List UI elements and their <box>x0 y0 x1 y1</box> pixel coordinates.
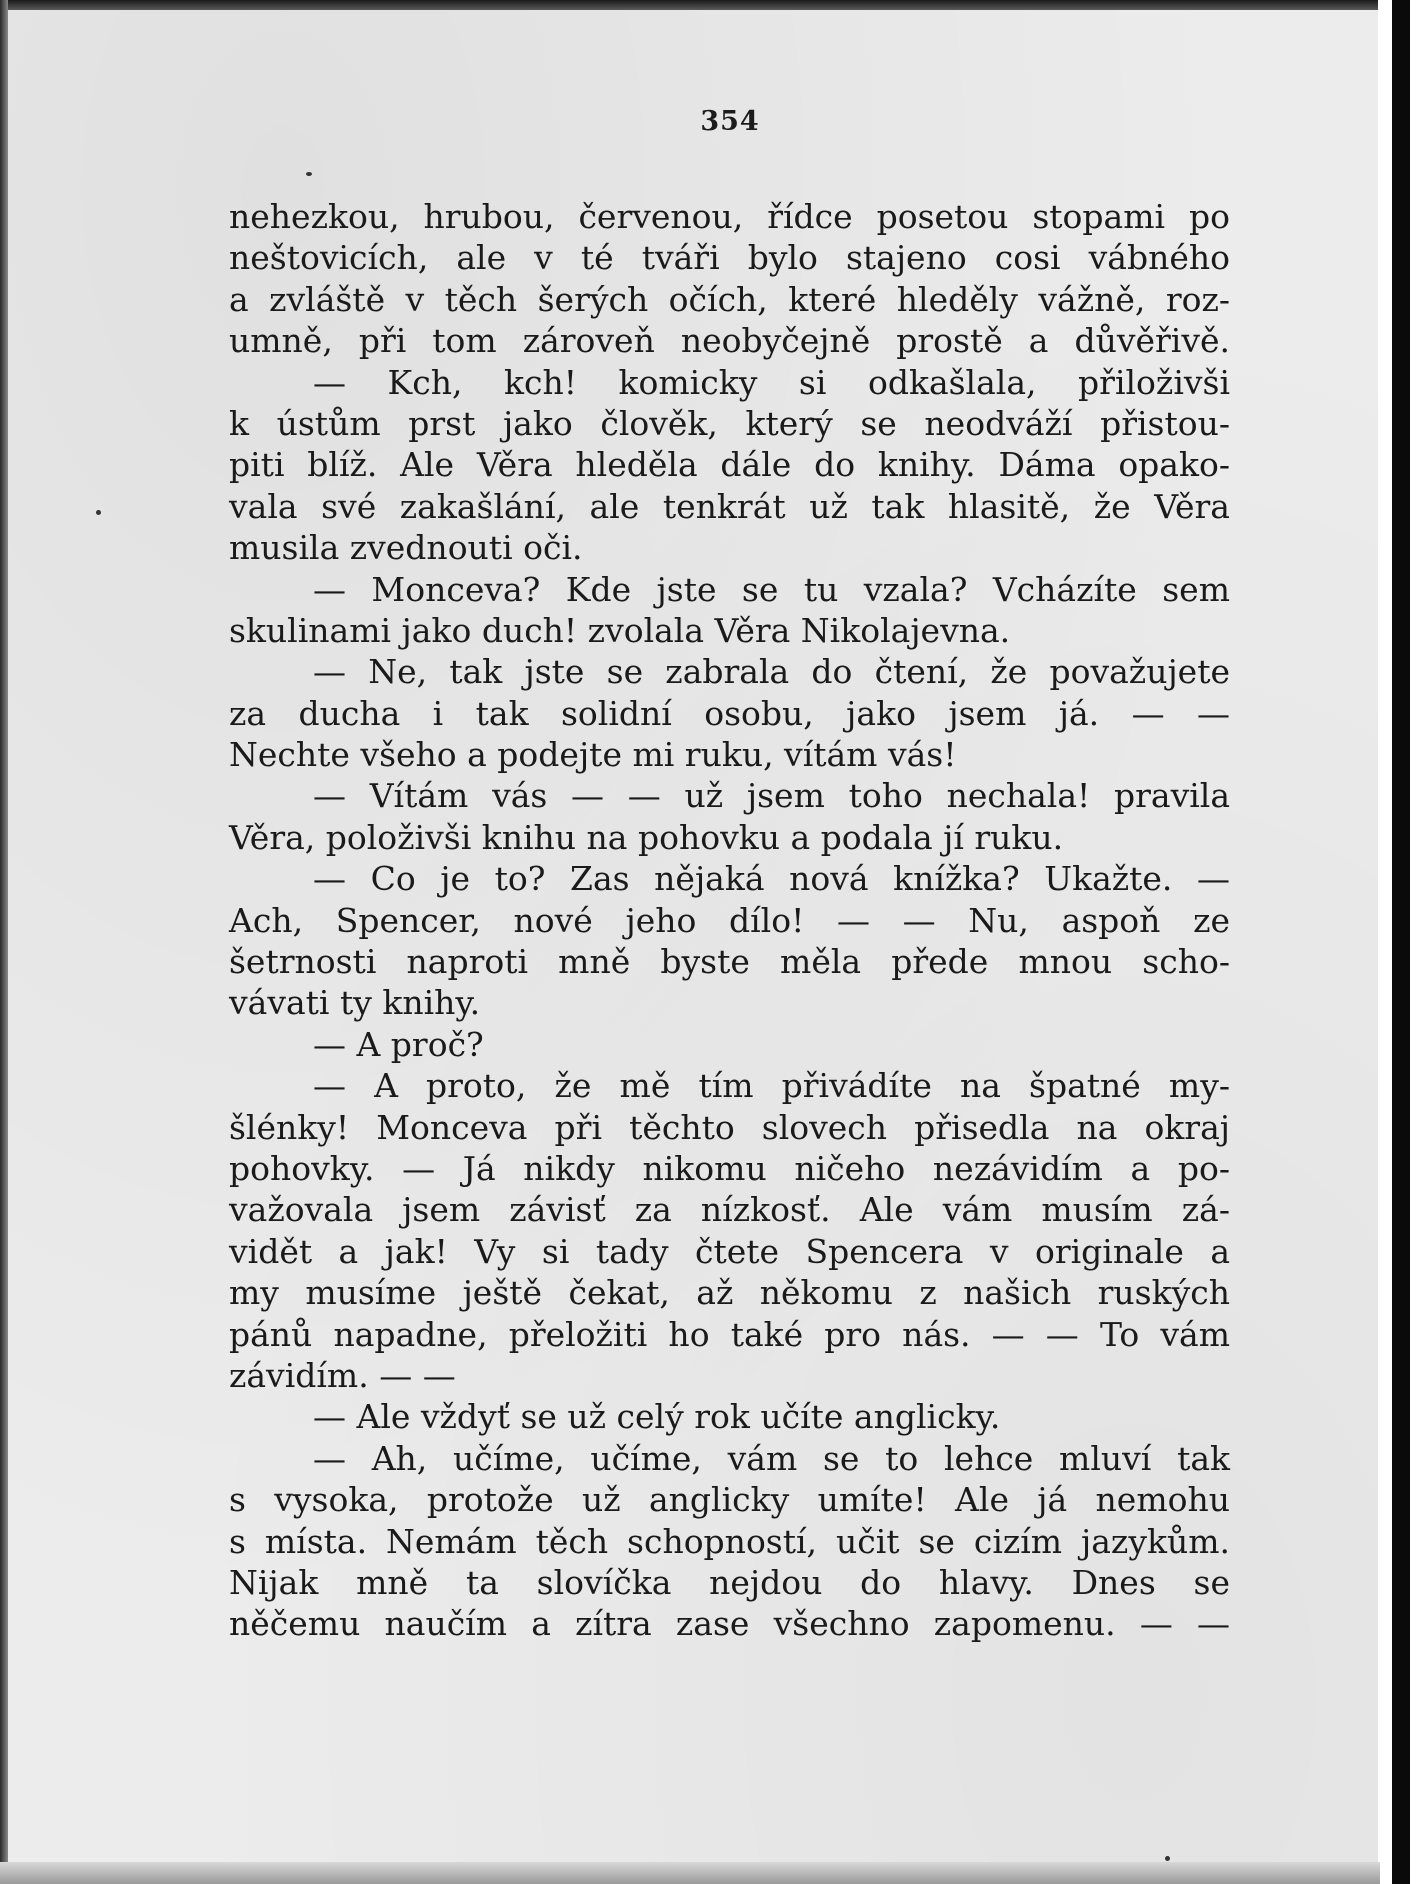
body-text <box>229 196 1230 1645</box>
text-line: my musíme ještě čekat, až někomu z našich ruských <box>229 1273 1230 1313</box>
text-line: — A proč? <box>313 1024 484 1064</box>
text-line: — A proto, že mě tím přivádíte na špatné my- <box>313 1066 1230 1106</box>
text-line: Ach, Spencer, nové jeho dílo! — — Nu, aspoň ze <box>229 900 1230 940</box>
text-line: pohovky. — Já nikdy nikomu ničeho nezávidím a po- <box>229 1148 1230 1188</box>
scan-bottom-strip <box>0 1862 1380 1884</box>
text-line: skulinami jako duch! zvolala Věra Nikolajevna. <box>229 610 1011 650</box>
text-line: neštovicích, ale v té tváři bylo stajeno cosi vábného <box>229 238 1230 278</box>
text-line: něčemu naučím a zítra zase všechno zapomenu. — — <box>229 1604 1230 1644</box>
text-line: Nijak mně ta slovíčka nejdou do hlavy. Dnes se <box>229 1562 1230 1602</box>
text-line: závidím. — — <box>229 1355 456 1395</box>
text-line: — Ne, tak jste se zabrala do čtení, že považujete <box>313 652 1230 692</box>
text-line: pánů napadne, přeložiti ho také pro nás. — — To vám <box>229 1314 1230 1354</box>
text-line: — Vítám vás — — už jsem toho nechala! pravila <box>313 776 1230 816</box>
page-number: 354 <box>700 106 760 137</box>
text-line: vidět a jak! Vy si tady čtete Spencera v originale a <box>229 1231 1230 1271</box>
text-line: nehezkou, hrubou, červenou, řídce posetou stopami po <box>229 197 1230 236</box>
ink-speck <box>96 510 101 515</box>
text-line: s místa. Nemám těch schopností, učit se cizím jazykům. <box>229 1521 1230 1561</box>
scan-right-edge <box>1392 0 1410 1884</box>
text-line: k ústům prst jako člověk, který se neodváží přistou- <box>229 403 1230 443</box>
text-line: za ducha i tak solidní osobu, jako jsem já. — — <box>229 693 1230 733</box>
text-line: umně, při tom zároveň neobyčejně prostě a důvěřivě. <box>229 321 1230 361</box>
text-line: — Ah, učíme, učíme, vám se to lehce mluví tak <box>313 1438 1230 1478</box>
text-line: vala své zakašlání, ale tenkrát už tak hlasitě, že Věra <box>229 486 1230 526</box>
text-line: — Kch, kch! komicky si odkašlala, přiloživši <box>313 362 1230 402</box>
text-line: Věra, položivši knihu na pohovku a podala jí ruku. <box>229 817 1064 857</box>
text-line: — Ale vždyť se už celý rok učíte anglicky. <box>313 1397 1001 1437</box>
text-line: šetrnosti naproti mně byste měla přede mnou scho- <box>229 942 1230 982</box>
ink-speck <box>306 172 312 176</box>
text-line: — Monceva? Kde jste se tu vzala? Vcházíte sem <box>313 569 1230 609</box>
text-line: piti blíž. Ale Věra hleděla dále do knihy. Dáma opako- <box>229 445 1230 485</box>
ink-speck <box>1165 1856 1170 1861</box>
text-line: vávati ty knihy. <box>229 983 481 1023</box>
text-line: šlénky! Monceva při těchto slovech přisedla na okraj <box>229 1107 1230 1147</box>
scan-top-border <box>0 0 1417 10</box>
text-line: musila zvednouti oči. <box>229 528 583 568</box>
text-line: Nechte všeho a podejte mi ruku, vítám vás! <box>229 735 957 775</box>
text-line: — Co je to? Zas nějaká nová knížka? Ukažte. — <box>313 859 1230 899</box>
scan-left-border <box>0 0 8 1884</box>
text-line: s vysoka, protože už anglicky umíte! Ale já nemohu <box>229 1480 1230 1520</box>
text-line: a zvláště v těch šerých očích, které hleděly vážně, roz- <box>229 279 1230 319</box>
text-line: važovala jsem závisť za nízkosť. Ale vám musím zá- <box>229 1190 1230 1230</box>
